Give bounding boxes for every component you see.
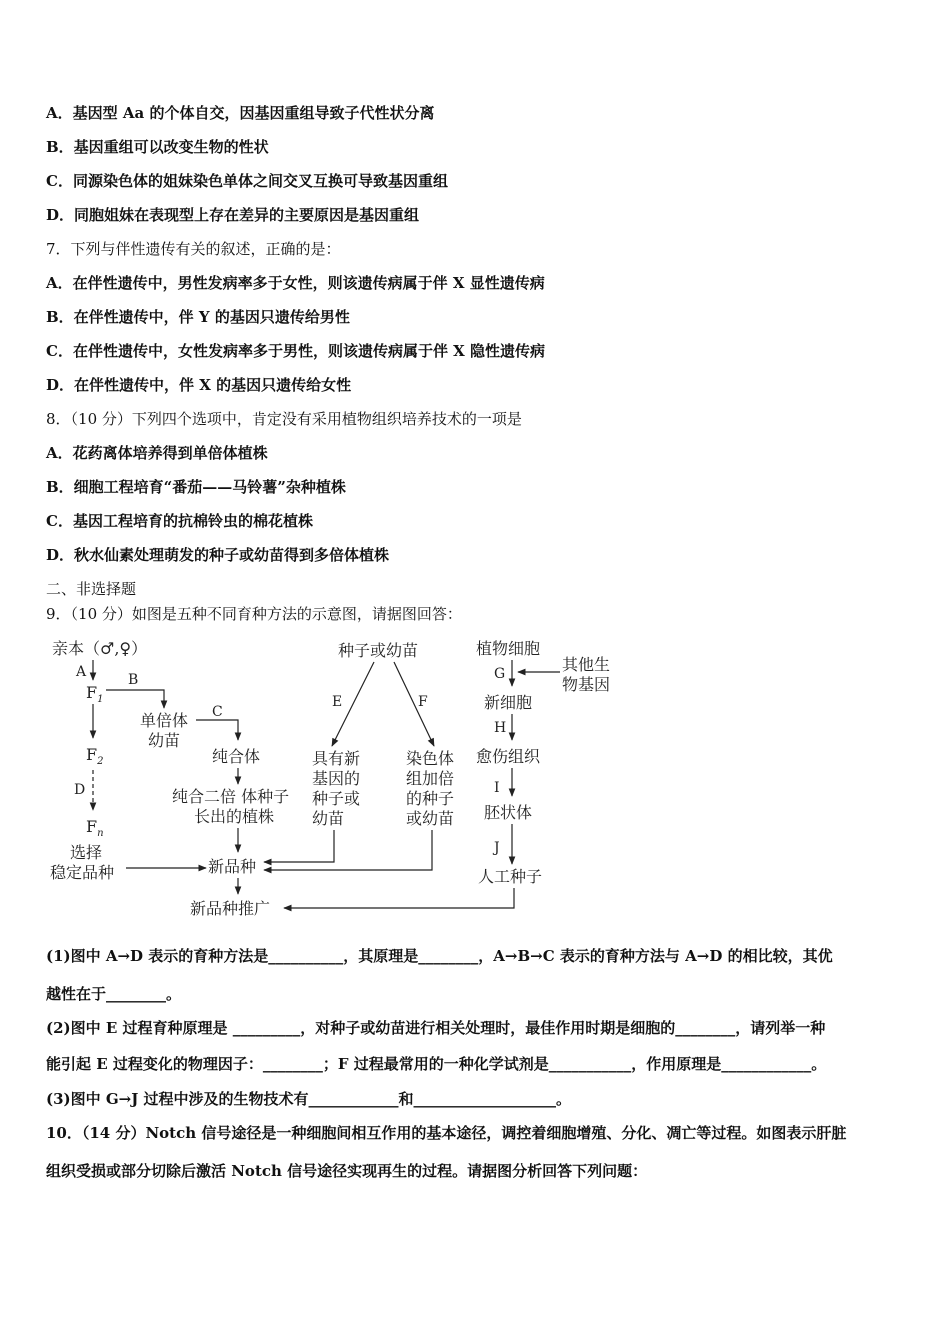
q7-option-d: D．在伴性遗传中，伴 X 的基因只遗传给女性: [46, 376, 352, 394]
q7-option-b: B．在伴性遗传中，伴 Y 的基因只遗传给男性: [46, 308, 350, 326]
q7-stem: 7．下列与伴性遗传有关的叙述，正确的是：: [46, 240, 341, 258]
fn-label: $F_n$: [86, 817, 104, 839]
q7-option-c: C．在伴性遗传中，女性发病率多于男性，则该遗传病属于伴 X 隐性遗传病: [46, 342, 546, 360]
chrom-line3: 的种子: [406, 789, 455, 808]
chrom-line1: 染色体: [406, 749, 455, 768]
label-b: B: [128, 672, 139, 688]
plantcell-label: 植物细胞: [476, 639, 541, 658]
artseed-label: 人工种子: [478, 867, 543, 886]
label-d: D: [74, 782, 86, 798]
breeding-methods-diagram: [40, 632, 640, 928]
arrow-haploid-pure: [196, 720, 238, 740]
label-h: H: [494, 720, 507, 736]
q6-option-a: A．基因型 Aa 的个体自交，因基因重组导致子代性状分离: [46, 104, 435, 122]
chrom-line4: 或幼苗: [406, 809, 455, 828]
othergene-line1: 其他生: [562, 655, 611, 674]
label-c: C: [212, 704, 223, 720]
q8-option-d: D．秋水仙素处理萌发的种子或幼苗得到多倍体植株: [46, 546, 390, 564]
haploid-line2: 幼苗: [148, 731, 181, 750]
q10-line1: 10．（14 分）Notch 信号途径是一种细胞间相互作用的基本途径，调控着细胞增殖、分化、凋亡等过程。如图表示肝脏: [46, 1124, 847, 1142]
arrow-f1-haploid: [106, 690, 164, 708]
q9-sub1-line2: 越性在于________。: [46, 985, 182, 1003]
newcell-label: 新细胞: [484, 693, 533, 712]
q10-line2: 组织受损或部分切除后激活 Notch 信号途径实现再生的过程。请据图分析回答下列问题：: [46, 1162, 648, 1180]
label-a: A: [76, 664, 87, 680]
diploid-line2: 长出的植株: [194, 807, 275, 826]
pure-label: 纯合体: [212, 747, 261, 766]
q9-sub3: (3)图中 G→J 过程中涉及的生物技术有____________和___________________。: [46, 1090, 572, 1108]
label-f: F: [418, 694, 428, 710]
seed-label: 种子或幼苗: [338, 641, 419, 660]
othergene-line2: 物基因: [562, 675, 611, 694]
select-line1: 选择: [70, 843, 103, 862]
select-line2: 稳定品种: [50, 863, 115, 882]
diploid-line1: 纯合二倍 体种子: [172, 787, 290, 806]
f1-label: $F_1$: [86, 683, 104, 705]
f2-label: $F_2$: [86, 745, 104, 767]
newvariety-label: 新品种: [208, 857, 257, 876]
embryoid-label: 胚状体: [484, 803, 533, 822]
label-j: J: [494, 840, 500, 856]
callus-label: 愈伤组织: [476, 747, 541, 766]
q6-option-c: C．同源染色体的姐妹染色单体之间交叉互换可导致基因重组: [46, 172, 448, 190]
parent-label: 亲本（♂,♀）: [52, 639, 148, 658]
q6-option-d: D．同胞姐妹在表现型上存在差异的主要原因是基因重组: [46, 206, 420, 224]
chrom-line2: 组加倍: [406, 769, 455, 788]
q9-stem: 9．（10 分）如图是五种不同育种方法的示意图，请据图回答：: [46, 605, 462, 623]
label-e: E: [332, 694, 343, 710]
newgene-line3: 种子或: [312, 789, 361, 808]
q9-sub1-line1: (1)图中 A→D 表示的育种方法是__________，其原理是________，A→B→C 表示的育种方法与 A→D 的相比较，其优: [46, 947, 833, 965]
arrow-chrom-newvariety: [264, 830, 432, 870]
arrow-seed-chrom: [394, 662, 434, 746]
q8-option-c: C．基因工程培育的抗棉铃虫的棉花植株: [46, 512, 313, 530]
q6-option-b: B．基因重组可以改变生物的性状: [46, 138, 269, 156]
q7-option-a: A．在伴性遗传中，男性发病率多于女性，则该遗传病属于伴 X 显性遗传病: [46, 274, 545, 292]
newgene-line2: 基因的: [312, 769, 361, 788]
label-g: G: [494, 666, 506, 682]
promote-label: 新品种推广: [190, 899, 271, 918]
section-heading: 二、非选择题: [46, 580, 137, 598]
q8-option-b: B．细胞工程培育“番茄——马铃薯”杂种植株: [46, 478, 346, 496]
newgene-line1: 具有新: [312, 749, 361, 768]
newgene-line4: 幼苗: [312, 809, 345, 828]
q9-sub2-line1: (2)图中 E 过程育种原理是 _________，对种子或幼苗进行相关处理时，最佳作用时期是细胞的________，请列举一种: [46, 1019, 826, 1037]
label-i: I: [494, 780, 500, 796]
haploid-line1: 单倍体: [140, 711, 189, 730]
q9-sub2-line2: 能引起 E 过程变化的物理因子：________；F 过程最常用的一种化学试剂是___________，作用原理是____________。: [46, 1055, 827, 1073]
arrow-artseed-promote: [284, 888, 514, 908]
arrow-newgene-newvariety: [264, 830, 334, 862]
q8-option-a: A．花药离体培养得到单倍体植株: [46, 444, 268, 462]
q8-stem: 8．（10 分）下列四个选项中，肯定没有采用植物组织培养技术的一项是: [46, 410, 522, 428]
